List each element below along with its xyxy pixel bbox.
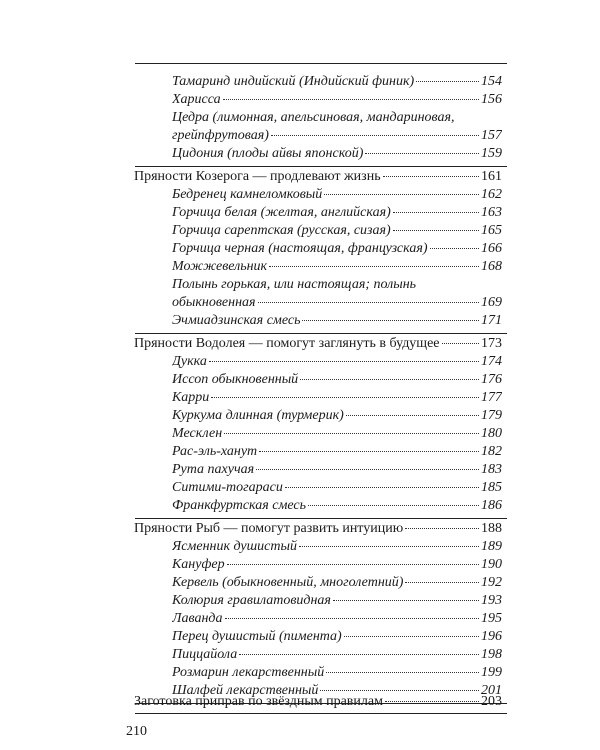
page-ref: 195 <box>481 611 502 626</box>
toc-entry[interactable]: Кануфер 190 <box>172 557 502 572</box>
section-divider <box>135 518 507 519</box>
toc-section-final[interactable]: Заготовка приправ по звёздным правилам 203 <box>134 694 502 709</box>
dot-leader <box>269 265 479 267</box>
dot-leader <box>224 432 479 434</box>
dot-leader <box>365 152 479 154</box>
toc-entry-line1: Цедра (лимонная, апельсиновая, мандариновая, <box>172 110 455 125</box>
dot-leader <box>393 211 479 213</box>
page-ref: 161 <box>481 169 502 184</box>
page-ref: 192 <box>481 575 502 590</box>
page-ref: 180 <box>481 426 502 441</box>
toc-entry[interactable]: Харисса 156 <box>172 92 502 107</box>
toc-section-capricorn[interactable]: Пряности Козерога — продлевают жизнь 161 <box>134 169 502 184</box>
page-ref: 174 <box>481 354 502 369</box>
dot-leader <box>320 689 479 691</box>
toc-entry[interactable]: Франкфуртская смесь 186 <box>172 498 502 513</box>
toc-section-aquarius[interactable]: Пряности Водолея — помогут заглянуть в будущее 173 <box>134 336 502 351</box>
page-ref: 166 <box>481 241 502 256</box>
page-ref: 169 <box>481 295 502 310</box>
dot-leader <box>308 504 479 506</box>
dot-leader <box>271 134 479 136</box>
section-divider <box>135 166 507 167</box>
dot-leader <box>324 193 479 195</box>
toc-entry[interactable]: Рута пахучая 183 <box>172 462 502 477</box>
page-ref: 179 <box>481 408 502 423</box>
page-ref: 198 <box>481 647 502 662</box>
toc-entry[interactable]: грейпфрутовая) 157 <box>172 128 502 143</box>
dot-leader <box>258 301 479 303</box>
toc-entry[interactable]: Месклен 180 <box>172 426 502 441</box>
dot-leader <box>302 319 479 321</box>
page-ref: 199 <box>481 665 502 680</box>
toc-entry[interactable]: Горчица сарептская (русская, сизая) 165 <box>172 223 502 238</box>
dot-leader <box>299 545 479 547</box>
dot-leader <box>333 599 479 601</box>
page-ref: 196 <box>481 629 502 644</box>
dot-leader <box>239 653 479 655</box>
page-ref: 188 <box>481 521 502 536</box>
toc-entry[interactable]: Цидония (плоды айвы японской) 159 <box>172 146 502 161</box>
toc-entry[interactable]: Горчица белая (желтая, английская) 163 <box>172 205 502 220</box>
dot-leader <box>223 98 479 100</box>
page-ref: 176 <box>481 372 502 387</box>
toc-entry[interactable]: Ситими-тогараси 185 <box>172 480 502 495</box>
page-ref: 165 <box>481 223 502 238</box>
page-ref: 154 <box>481 74 502 89</box>
toc-entry[interactable]: Бедренец камнеломковый 162 <box>172 187 502 202</box>
toc-entry[interactable]: Куркума длинная (турмерик) 179 <box>172 408 502 423</box>
toc-entry[interactable]: Рас-эль-ханут 182 <box>172 444 502 459</box>
toc-entry[interactable]: Горчица черная (настоящая, французская) 166 <box>172 241 502 256</box>
dot-leader <box>346 414 479 416</box>
dot-leader <box>211 396 479 398</box>
page-ref: 171 <box>481 313 502 328</box>
dot-leader <box>285 486 479 488</box>
toc-entry[interactable]: Кервель (обыкновенный, многолетний) 192 <box>172 575 502 590</box>
dot-leader <box>405 581 479 583</box>
page-ref: 193 <box>481 593 502 608</box>
toc-entry[interactable]: Колюрия гравилатовидная 193 <box>172 593 502 608</box>
toc-entry-line1: Полынь горькая, или настоящая; полынь <box>172 277 417 292</box>
page-ref: 203 <box>481 694 502 709</box>
page-ref: 168 <box>481 259 502 274</box>
toc-entry[interactable]: Иссоп обыкновенный 176 <box>172 372 502 387</box>
page-ref: 190 <box>481 557 502 572</box>
page-ref: 157 <box>481 128 502 143</box>
toc-entry[interactable]: Тамаринд индийский (Индийский финик) 154 <box>172 74 502 89</box>
page-ref: 173 <box>481 336 502 351</box>
page-ref: 185 <box>481 480 502 495</box>
page-ref: 189 <box>481 539 502 554</box>
bottom-rule <box>135 713 507 714</box>
toc-entry[interactable]: Розмарин лекарственный 199 <box>172 665 502 680</box>
page-ref: 163 <box>481 205 502 220</box>
dot-leader <box>344 635 479 637</box>
toc-entry[interactable]: Можжевельник 168 <box>172 259 502 274</box>
toc-entry[interactable]: Шалфей лекарственный 201 <box>172 683 502 698</box>
dot-leader <box>256 468 479 470</box>
dot-leader <box>225 617 480 619</box>
page-number: 210 <box>126 724 147 739</box>
page-ref: 186 <box>481 498 502 513</box>
dot-leader <box>393 229 479 231</box>
toc-entry[interactable]: Лаванда 195 <box>172 611 502 626</box>
dot-leader <box>405 527 479 529</box>
toc-entry[interactable]: Пиццайола 198 <box>172 647 502 662</box>
toc-entry[interactable]: Карри 177 <box>172 390 502 405</box>
dot-leader <box>416 80 479 82</box>
page-ref: 156 <box>481 92 502 107</box>
toc-entry[interactable]: обыкновенная 169 <box>172 295 502 310</box>
toc-entry[interactable]: Перец душистый (пимента) 196 <box>172 629 502 644</box>
dot-leader <box>430 247 479 249</box>
dot-leader <box>300 378 479 380</box>
toc-entry[interactable]: Дукка 174 <box>172 354 502 369</box>
toc-entry[interactable]: Ясменник душистый 189 <box>172 539 502 554</box>
dot-leader <box>326 671 479 673</box>
page-ref: 162 <box>481 187 502 202</box>
dot-leader <box>259 450 479 452</box>
page-ref: 183 <box>481 462 502 477</box>
dot-leader <box>385 700 479 702</box>
page-ref: 177 <box>481 390 502 405</box>
dot-leader <box>383 175 479 177</box>
toc-section-pisces[interactable]: Пряности Рыб — помогут развить интуицию 188 <box>134 521 502 536</box>
page-ref: 182 <box>481 444 502 459</box>
dot-leader <box>442 342 479 344</box>
page-ref: 201 <box>481 683 502 698</box>
dot-leader <box>227 563 479 565</box>
toc-entry[interactable]: Эчмиадзинская смесь 171 <box>172 313 502 328</box>
section-divider <box>135 333 507 334</box>
page-ref: 159 <box>481 146 502 161</box>
dot-leader <box>209 360 479 362</box>
